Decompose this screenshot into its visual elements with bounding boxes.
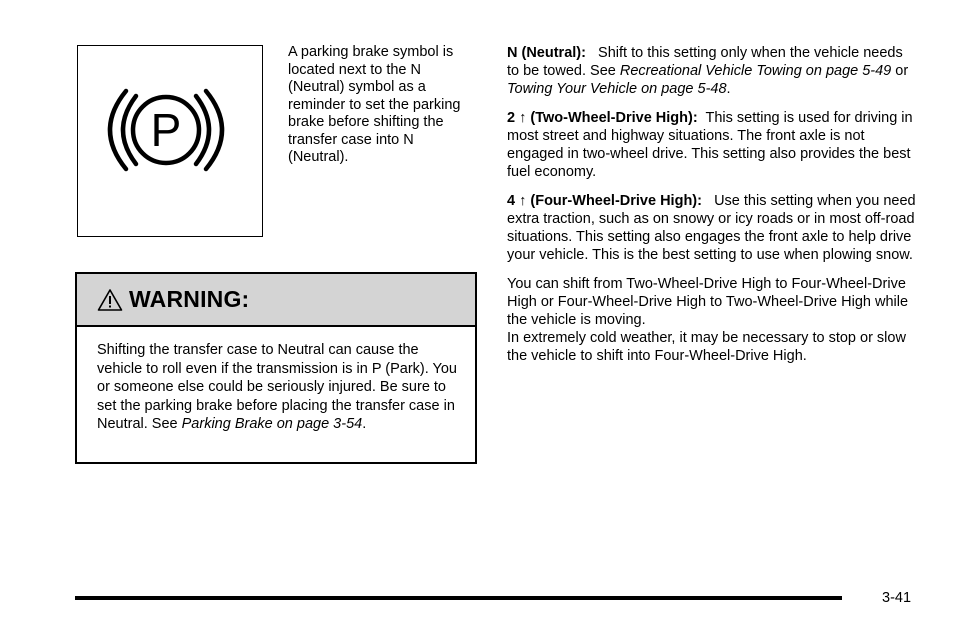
neutral-end: . [726, 81, 731, 97]
two-high-prefix: 2 [507, 110, 516, 126]
shift-note-2: In extremely cold weather, it may be necessary to stop or slow the vehicle to shift into Four-Wheel-Drive High. [507, 330, 906, 364]
parking-brake-symbol-icon [78, 46, 264, 238]
two-high-paragraph [507, 109, 917, 181]
warning-header [77, 274, 475, 327]
warning-body-end: . [362, 416, 367, 432]
warning-cross-reference: Parking Brake on page 3-54 [181, 416, 363, 432]
four-high-paragraph [507, 192, 917, 264]
parking-brake-symbol-figure [77, 45, 263, 237]
neutral-connector: or [891, 63, 909, 79]
shift-note-1: You can shift from Two-Wheel-Drive High to Four-Wheel-Drive High or Four-Wheel-Drive High to Two-Wheel-Drive High while the vehicle is moving. [507, 276, 909, 328]
neutral-ref-2: Towing Your Vehicle on page 5-48 [507, 81, 727, 97]
neutral-ref-1: Recreational Vehicle Towing on page 5-49 [619, 63, 892, 79]
neutral-term: N (Neutral): [507, 45, 586, 61]
four-high-text: Use this setting when you need extra traction, such as on snowy or icy roads or in most off-road situations. This setting also engages the front axle to help drive your vehicle. This is the best setting to use when plowing snow. [507, 193, 916, 263]
neutral-text: Shift to this setting only when the vehicle needs to be towed. See [507, 45, 903, 79]
warning-triangle-icon [97, 288, 123, 312]
two-high-term: (Two-Wheel-Drive High): [530, 110, 698, 126]
two-high-text: This setting is used for driving in most street and highway situations. The front axle is not engaged in two-wheel drive. This setting also provides the best fuel economy. [507, 110, 913, 180]
parking-symbol-letter: P [150, 104, 182, 156]
four-high-prefix: 4 [507, 193, 516, 209]
four-high-term: (Four-Wheel-Drive High): [530, 193, 702, 209]
neutral-paragraph [507, 44, 917, 98]
page-number: 3-41 [882, 590, 912, 606]
footer-rule [75, 596, 842, 600]
up-arrow-icon: ↑ [519, 193, 527, 209]
warning-box [75, 272, 477, 464]
warning-body-text: Shifting the transfer case to Neutral can cause the vehicle to roll even if the transmission is in P (Park). You or someone else could be seriously injured. Be sure to set the parking brake before placing the transfer case in Neutral. See [97, 342, 457, 432]
figure-caption: A parking brake symbol is located next to the N (Neutral) symbol as a reminder to set the parking brake before shifting the transfer case into N (Neutral). [288, 44, 461, 165]
right-column [507, 44, 917, 365]
warning-title: WARNING: [129, 286, 250, 312]
warning-body [77, 327, 475, 434]
up-arrow-icon: ↑ [519, 110, 527, 126]
